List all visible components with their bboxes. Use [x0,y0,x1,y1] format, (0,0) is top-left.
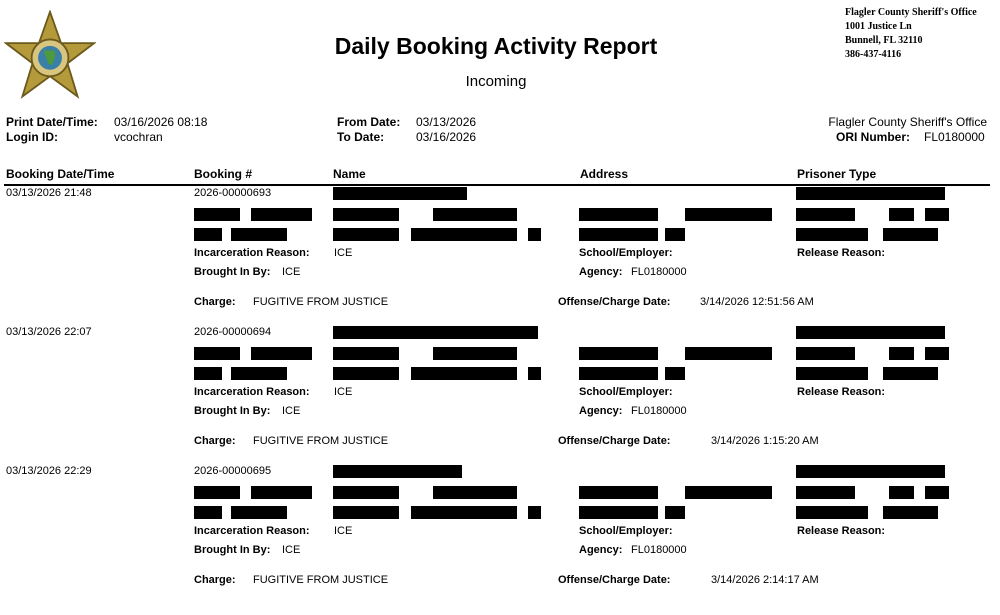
redaction-bar [883,367,938,380]
redaction-bar [685,208,772,221]
redaction-bar [433,347,517,360]
print-date-value: 03/16/2026 08:18 [114,115,208,129]
incarceration-reason-value: ICE [334,525,353,537]
redaction-bar [333,326,538,339]
redaction-bar [579,228,658,241]
ori-label: ORI Number: [836,130,911,144]
redaction-bar [194,486,240,499]
brought-in-by-value: ICE [282,544,301,556]
booking-record [0,186,1000,325]
incarceration-reason-label: Incarceration Reason: [194,247,310,259]
offense-date-label: Offense/Charge Date: [558,574,671,586]
print-date-label: Print Date/Time: [6,115,98,129]
ori-value: FL0180000 [924,130,985,144]
charge-value: FUGITIVE FROM JUSTICE [253,574,389,586]
school-employer-label: School/Employer: [579,525,673,537]
agency-address [845,6,977,62]
redaction-bar [796,465,945,478]
agency-label: Agency: [579,405,623,417]
from-date-value: 03/13/2026 [416,115,477,129]
column-header-booking-date: Booking Date/Time [6,167,115,181]
redaction-bar [251,347,312,360]
offense-date-value: 3/14/2026 1:15:20 AM [711,435,819,447]
booking-datetime: 03/13/2026 22:07 [6,326,92,338]
brought-in-by-label: Brought In By: [194,405,271,417]
redaction-bar [579,506,658,519]
redaction-bar [333,486,399,499]
redaction-bar [883,228,938,241]
redaction-bar [579,486,658,499]
redaction-bar [796,486,855,499]
redaction-bar [528,228,541,241]
offense-date-value: 3/14/2026 12:51:56 AM [700,296,814,308]
redaction-bar [796,228,868,241]
charge-value: FUGITIVE FROM JUSTICE [253,435,389,447]
address-line: 386-437-4116 [845,49,902,60]
column-header-address: Address [580,167,629,181]
agency-label: Agency: [579,544,623,556]
redaction-bar [883,506,938,519]
redaction-bar [411,228,517,241]
redaction-bar [579,347,658,360]
booking-number: 2026-00000693 [194,187,272,199]
agency-value: FL0180000 [631,405,687,417]
incarceration-reason-value: ICE [334,386,353,398]
redaction-bar [333,506,399,519]
agency-value: FL0180000 [631,266,687,278]
login-value: vcochran [114,130,163,144]
column-header-booking-number: Booking # [194,167,253,181]
redaction-bar [925,208,949,221]
redaction-bar [333,208,399,221]
address-line: 1001 Justice Ln [845,21,912,32]
redaction-bar [194,506,222,519]
redaction-bar [528,506,541,519]
redaction-bar [333,367,399,380]
redaction-bar [889,347,914,360]
redaction-bar [579,208,658,221]
address-line: Flagler County Sheriff's Office [845,7,977,18]
redaction-bar [333,347,399,360]
redaction-bar [251,486,312,499]
booking-number: 2026-00000695 [194,465,272,477]
login-label: Login ID: [6,130,58,144]
incarceration-reason-label: Incarceration Reason: [194,386,310,398]
redaction-bar [925,347,949,360]
redaction-bar [665,367,685,380]
redaction-bar [333,228,399,241]
brought-in-by-value: ICE [282,266,301,278]
redaction-bar [889,486,914,499]
redaction-bar [796,326,945,339]
column-header-name: Name [333,167,366,181]
column-header-prisoner-type: Prisoner Type [797,167,877,181]
redaction-bar [796,347,855,360]
booking-datetime: 03/13/2026 21:48 [6,187,92,199]
redaction-bar [796,187,945,200]
address-line: Bunnell, FL 32110 [845,35,923,46]
agency-name: Flagler County Sheriff's Office [828,115,987,129]
redaction-bar [231,506,287,519]
redaction-bar [251,208,312,221]
redaction-bar [194,208,240,221]
redaction-bar [411,367,517,380]
redaction-bar [579,367,658,380]
redaction-bar [685,347,772,360]
booking-number: 2026-00000694 [194,326,272,338]
offense-date-label: Offense/Charge Date: [558,435,671,447]
agency-label: Agency: [579,266,623,278]
agency-value: FL0180000 [631,544,687,556]
school-employer-label: School/Employer: [579,247,673,259]
charge-label: Charge: [194,574,236,586]
school-employer-label: School/Employer: [579,386,673,398]
redaction-bar [925,486,949,499]
redaction-bar [433,208,517,221]
redaction-bar [685,486,772,499]
redaction-bar [433,486,517,499]
redaction-bar [796,506,868,519]
to-date-value: 03/16/2026 [416,130,477,144]
redaction-bar [665,506,685,519]
redaction-bar [231,228,287,241]
from-date-label: From Date: [337,115,401,129]
offense-date-label: Offense/Charge Date: [558,296,671,308]
charge-value: FUGITIVE FROM JUSTICE [253,296,389,308]
redaction-bar [796,208,855,221]
redaction-bar [194,347,240,360]
brought-in-by-label: Brought In By: [194,266,271,278]
redaction-bar [796,367,868,380]
charge-label: Charge: [194,296,236,308]
incarceration-reason-value: ICE [334,247,353,259]
redaction-bar [889,208,914,221]
redaction-bar [231,367,287,380]
redaction-bar [194,228,222,241]
release-reason-label: Release Reason: [797,247,886,259]
booking-record [0,464,1000,603]
charge-label: Charge: [194,435,236,447]
redaction-bar [194,367,222,380]
incarceration-reason-label: Incarceration Reason: [194,525,310,537]
report-subtitle: Incoming [465,73,527,90]
release-reason-label: Release Reason: [797,386,886,398]
redaction-bar [528,367,541,380]
booking-datetime: 03/13/2026 22:29 [6,465,92,477]
booking-record [0,325,1000,464]
brought-in-by-value: ICE [282,405,301,417]
redaction-bar [411,506,517,519]
to-date-label: To Date: [337,130,385,144]
release-reason-label: Release Reason: [797,525,886,537]
brought-in-by-label: Brought In By: [194,544,271,556]
report-title: Daily Booking Activity Report [334,33,658,59]
offense-date-value: 3/14/2026 2:14:17 AM [711,574,819,586]
redaction-bar [333,465,462,478]
redaction-bar [333,187,467,200]
redaction-bar [665,228,685,241]
